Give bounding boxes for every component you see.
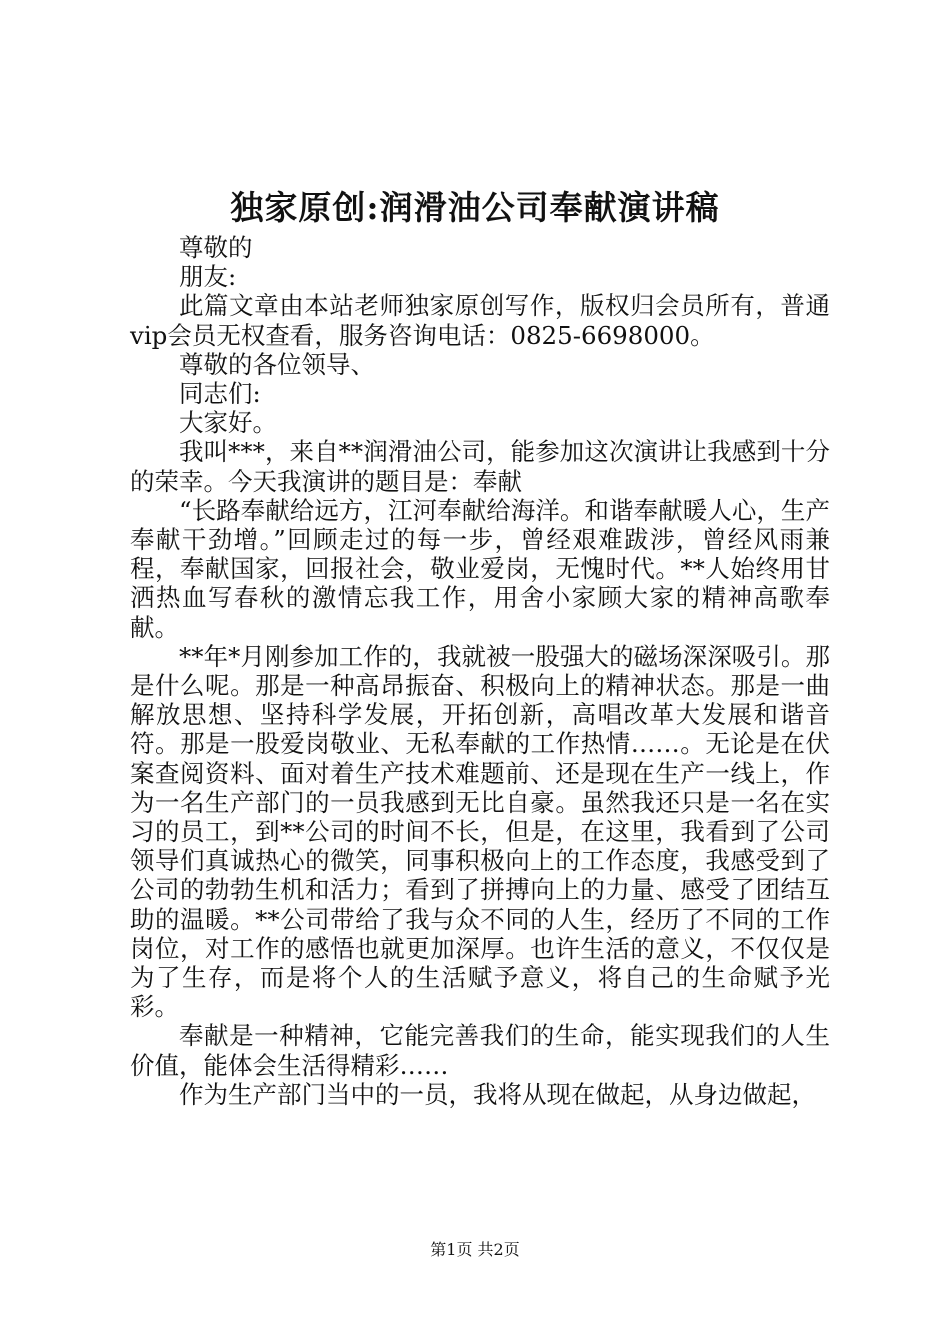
paragraph: 尊敬的 xyxy=(179,233,253,262)
paragraph: 作为生产部门当中的一员，我将从现在做起，从身边做起， xyxy=(179,1079,816,1109)
paragraph: 大家好。 xyxy=(179,408,277,438)
document-body xyxy=(130,233,830,1109)
paragraph: “长路奉献给远方，江河奉献给海洋。和谐奉献暖人心，生产奉献干劲增。”回顾走过的每一步，曾经艰难跋涉，曾经风雨兼程，奉献国家，回报社会，敬业爱岗，无愧时代。**人始终用甘洒热血写春秋的激情忘我工作，用舍小家顾大家的精神高歌奉献。 xyxy=(130,495,830,642)
paragraph: 奉献是一种精神，它能完善我们的生命，能实现我们的人生价值，能体会生活得精彩…… xyxy=(130,1021,830,1080)
paragraph: 尊敬的各位领导、 xyxy=(179,349,375,379)
paragraph: 我叫***，来自**润滑油公司，能参加这次演讲让我感到十分的荣幸。今天我演讲的题目是：奉献 xyxy=(130,437,830,496)
paragraph: **年*月刚参加工作的，我就被一股强大的磁场深深吸引。那是什么呢。那是一种高昂振奋、积极向上的精神状态。那是一曲解放思想、坚持科学发展，开拓创新，高唱改革大发展和谐音符。那是一股爱岗敬业、无私奉献的工作热情……。无论是在伏案查阅资料、面对着生产技术难题前、还是现在生产一线上，作为一名生产部门的一员我感到无比自豪。虽然我还只是一名在实习的员工，到**公司的时间不长，但是，在这里，我看到了公司领导们真诚热心的微笑，同事积极向上的工作态度，我感受到了公司的勃勃生机和活力；看到了拼搏向上的力量、感受了团结互助的温暖。**公司带给了我与众不同的人生，经历了不同的工作岗位，对工作的感悟也就更加深厚。也许生活的意义，不仅仅是为了生存，而是将个人的生活赋予意义，将自己的生命赋予光彩。 xyxy=(130,641,830,1022)
document-title: 独家原创:润滑油公司奉献演讲稿 xyxy=(230,188,720,227)
paragraph: 此篇文章由本站老师独家原创写作，版权归会员所有，普通vip会员无权查看，服务咨询电话：0825-6698000。 xyxy=(130,291,830,350)
page-footer: 第1页 共2页 xyxy=(430,1240,520,1259)
paragraph: 朋友: xyxy=(179,262,237,292)
paragraph: 同志们: xyxy=(179,379,261,409)
